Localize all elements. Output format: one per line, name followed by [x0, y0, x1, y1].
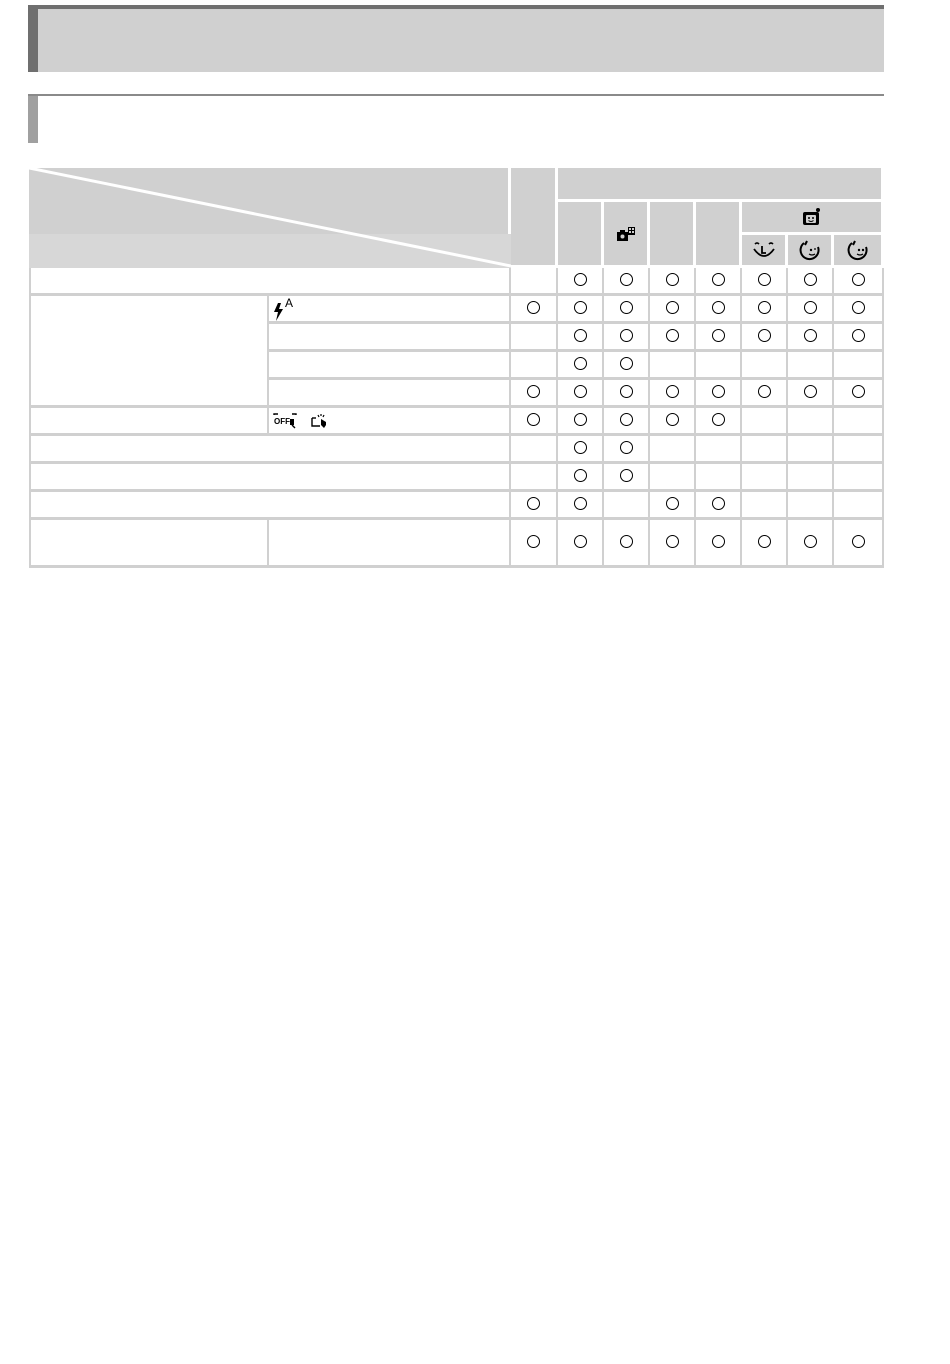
mark-cell [511, 380, 558, 408]
available-mark [666, 497, 679, 510]
sub-header-face-timer [834, 235, 884, 268]
available-mark [852, 535, 865, 548]
mark-cell [696, 352, 742, 380]
available-mark [620, 413, 633, 426]
available-mark [758, 273, 771, 286]
mark-cell [788, 268, 834, 296]
function-availability-table [29, 168, 884, 568]
self-timer-group-header [742, 202, 884, 235]
mark-cell [788, 492, 834, 520]
available-mark [527, 535, 540, 548]
mark-cell [696, 296, 742, 324]
available-mark [574, 301, 587, 314]
available-mark [574, 469, 587, 482]
mark-cell [834, 408, 884, 436]
available-mark [712, 301, 725, 314]
col-header-3 [604, 202, 650, 268]
mark-cell [742, 520, 788, 568]
available-mark [527, 301, 540, 314]
mark-cell [604, 436, 650, 464]
mark-cell [742, 352, 788, 380]
mark-cell [650, 464, 696, 492]
available-mark [620, 441, 633, 454]
mark-cell [696, 324, 742, 352]
mark-cell [511, 324, 558, 352]
col-header-4 [650, 202, 696, 268]
available-mark [574, 441, 587, 454]
mark-cell [558, 352, 604, 380]
af-frame-off-icon [273, 413, 297, 429]
flash-auto-icon [273, 303, 285, 321]
mark-cell [604, 492, 650, 520]
mark-cell [834, 268, 884, 296]
row-label-2 [29, 296, 269, 408]
mark-cell [558, 520, 604, 568]
mark-cell [650, 436, 696, 464]
mark-cell [604, 268, 650, 296]
available-mark [527, 497, 540, 510]
available-mark [712, 497, 725, 510]
available-mark [804, 535, 817, 548]
mark-cell [558, 492, 604, 520]
mark-cell [788, 352, 834, 380]
mark-cell [558, 296, 604, 324]
available-mark [852, 273, 865, 286]
mark-cell [650, 268, 696, 296]
available-mark [666, 329, 679, 342]
available-mark [574, 413, 587, 426]
mark-cell [788, 296, 834, 324]
mark-cell [696, 492, 742, 520]
available-mark [574, 329, 587, 342]
mark-cell [558, 380, 604, 408]
subsection-title-accent [28, 96, 38, 143]
col-header-5 [696, 202, 742, 268]
available-mark [620, 385, 633, 398]
flash-auto-label: A [285, 296, 294, 311]
available-mark [712, 273, 725, 286]
mark-cell [511, 436, 558, 464]
available-mark [620, 329, 633, 342]
smile-icon [752, 239, 776, 261]
available-mark [852, 385, 865, 398]
mark-cell [558, 324, 604, 352]
row-sub-10 [269, 520, 511, 568]
touch-af-icon [310, 412, 330, 430]
mark-cell [834, 352, 884, 380]
mark-cell [788, 408, 834, 436]
section-title-band [28, 5, 884, 72]
available-mark [620, 357, 633, 370]
mark-cell [742, 408, 788, 436]
mark-cell [834, 464, 884, 492]
mark-cell [511, 296, 558, 324]
mark-cell [650, 352, 696, 380]
mark-cell [604, 380, 650, 408]
row-sub-3 [269, 324, 511, 352]
mark-cell [788, 464, 834, 492]
available-mark [804, 385, 817, 398]
mark-cell [834, 324, 884, 352]
mark-cell [834, 296, 884, 324]
mark-cell [788, 380, 834, 408]
available-mark [620, 535, 633, 548]
available-mark [620, 469, 633, 482]
available-mark [758, 535, 771, 548]
row-sub-af-frame [269, 408, 511, 436]
mark-cell [834, 492, 884, 520]
mark-cell [788, 520, 834, 568]
mark-cell [558, 464, 604, 492]
sub-header-wink [788, 235, 834, 268]
mark-cell [696, 380, 742, 408]
col-header-2 [558, 202, 604, 268]
mark-cell [742, 296, 788, 324]
mark-cell [604, 352, 650, 380]
row-sub-4 [269, 352, 511, 380]
mark-cell [511, 520, 558, 568]
mark-cell [650, 380, 696, 408]
mark-cell [834, 436, 884, 464]
section-title-accent [28, 9, 38, 72]
mark-cell [696, 268, 742, 296]
mark-cell [650, 492, 696, 520]
scene-camera-icon [616, 226, 636, 242]
mark-cell [742, 492, 788, 520]
face-timer-icon [846, 239, 870, 261]
mark-cell [742, 380, 788, 408]
mark-cell [511, 492, 558, 520]
available-mark [804, 273, 817, 286]
mark-cell [604, 520, 650, 568]
subsection-title-band [28, 94, 884, 143]
mark-cell [511, 408, 558, 436]
row-label-6 [29, 408, 269, 436]
mark-cell [696, 464, 742, 492]
row-label-1 [29, 268, 511, 296]
available-mark [666, 413, 679, 426]
mark-cell [558, 268, 604, 296]
mark-cell [788, 436, 834, 464]
available-mark [712, 329, 725, 342]
row-label-8 [29, 464, 511, 492]
available-mark [574, 385, 587, 398]
row-label-10 [29, 520, 269, 568]
row-sub-5 [269, 380, 511, 408]
face-self-timer-icon [801, 207, 823, 227]
row-label-7 [29, 436, 511, 464]
row-label-9 [29, 492, 511, 520]
available-mark [758, 329, 771, 342]
mark-cell [604, 324, 650, 352]
corner-divider-line [29, 168, 511, 268]
available-mark [527, 385, 540, 398]
mark-cell [650, 408, 696, 436]
available-mark [804, 329, 817, 342]
mark-cell [742, 268, 788, 296]
table-corner-header [29, 168, 511, 268]
mark-cell [511, 352, 558, 380]
mark-cell [511, 268, 558, 296]
available-mark [758, 385, 771, 398]
top-header-group [558, 168, 884, 202]
mark-cell [696, 436, 742, 464]
available-mark [852, 329, 865, 342]
wink-self-timer-icon [798, 239, 822, 261]
available-mark [758, 301, 771, 314]
mark-cell [650, 324, 696, 352]
available-mark [666, 385, 679, 398]
col-header-1 [511, 168, 558, 268]
mark-cell [604, 408, 650, 436]
available-mark [574, 497, 587, 510]
mark-cell [558, 408, 604, 436]
mark-cell [834, 380, 884, 408]
mark-cell [511, 464, 558, 492]
mark-cell [742, 324, 788, 352]
mark-cell [834, 520, 884, 568]
available-mark [712, 413, 725, 426]
mark-cell [650, 520, 696, 568]
available-mark [666, 301, 679, 314]
available-mark [852, 301, 865, 314]
available-mark [574, 273, 587, 286]
available-mark [527, 413, 540, 426]
available-mark [620, 301, 633, 314]
svg-text:OFF: OFF [274, 416, 290, 426]
available-mark [666, 273, 679, 286]
available-mark [620, 273, 633, 286]
mark-cell [696, 408, 742, 436]
mark-cell [788, 324, 834, 352]
mark-cell [604, 464, 650, 492]
sub-header-smile [742, 235, 788, 268]
available-mark [712, 385, 725, 398]
mark-cell [696, 520, 742, 568]
row-sub-flash-auto [269, 296, 511, 324]
mark-cell [604, 296, 650, 324]
available-mark [712, 535, 725, 548]
available-mark [574, 535, 587, 548]
available-mark [666, 535, 679, 548]
mark-cell [742, 464, 788, 492]
mark-cell [558, 436, 604, 464]
available-mark [804, 301, 817, 314]
mark-cell [742, 436, 788, 464]
available-mark [574, 357, 587, 370]
mark-cell [650, 296, 696, 324]
